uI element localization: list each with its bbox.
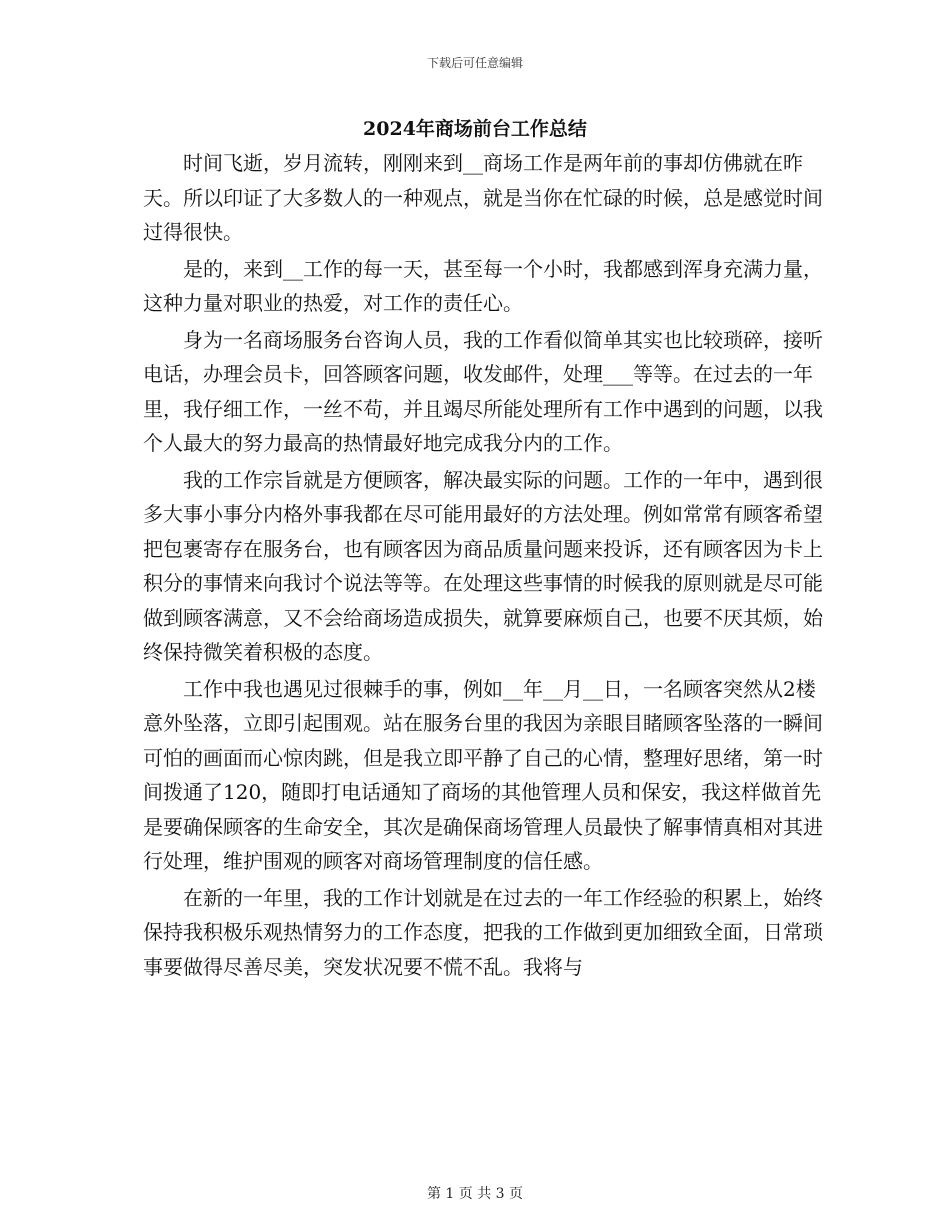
paragraph: 时间飞逝，岁月流转，刚刚来到__商场工作是两年前的事却仿佛就在昨天。所以印证了大多数人的一种观点，就是当你在忙碌的时候，总是感觉时间过得很快。 (143, 151, 823, 244)
paragraph: 我的工作宗旨就是方便顾客，解决最实际的问题。工作的一年中，遇到很多大事小事分内格外事我都在尽可能用最好的方法处理。例如常常有顾客希望把包裹寄存在服务台，也有顾客因为商品质量问题来投诉，还有顾客因为卡上积分的事情来向我讨个说法等等。在处理这些事情的时候我的原则就是尽可能做到顾客满意，又不会给商场造成损失，就算要麻烦自己，也要不厌其烦，始终保持微笑着积极的态度。 (143, 467, 823, 664)
paragraph: 身为一名商场服务台咨询人员，我的工作看似简单其实也比较琐碎，接听电话，办理会员卡，回答顾客问题，收发邮件，处理___等等。在过去的一年里，我仔细工作，一丝不苟，并且竭尽所能处理所有工作中遇到的问题，以我个人最大的努力最高的热情最好地完成我分内的工作。 (143, 327, 823, 455)
paragraph: 是的，来到__工作的每一天，甚至每一个小时，我都感到浑身充满力量，这种力量对职业的热爱，对工作的责任心。 (143, 256, 823, 315)
document-body (143, 146, 823, 986)
paragraph: 工作中我也遇见过很棘手的事，例如__年__月__日，一名顾客突然从2楼意外坠落，立即引起围观。站在服务台里的我因为亲眼目睹顾客坠落的一瞬间可怕的画面而心惊肉跳，但是我立即平静了自己的心情，整理好思绪，第一时间拨通了120，随即打电话通知了商场的其他管理人员和保安，我这样做首先是要确保顾客的生命安全，其次是确保商场管理人员最快了解事情真相对其进行处理，维护围观的顾客对商场管理制度的信任感。 (143, 676, 823, 873)
document-title: 2024年商场前台工作总结 (363, 118, 587, 140)
page-header-note: 下载后可任意编辑 (426, 56, 523, 70)
paragraph: 在新的一年里，我的工作计划就是在过去的一年工作经验的积累上，始终保持我积极乐观热情努力的工作态度，把我的工作做到更加细致全面，日常琐事要做得尽善尽美，突发状况要不慌不乱。我将与 (143, 885, 823, 979)
page-number-footer: 第 1 页 共 3 页 (426, 1186, 524, 1202)
